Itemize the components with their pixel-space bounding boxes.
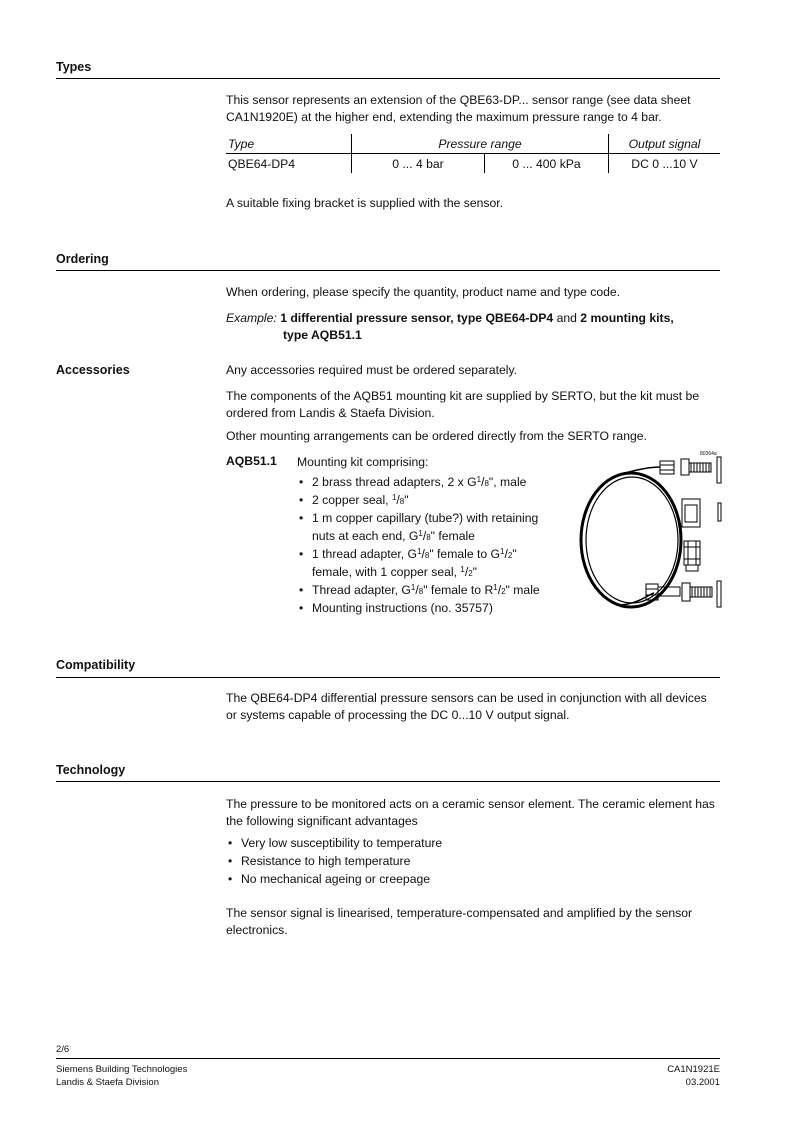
types-bracket-note: A suitable fixing bracket is supplied with the sensor. <box>226 196 504 210</box>
thread-adapter <box>684 541 700 571</box>
list-item: • Resistance to high temperature <box>226 852 720 870</box>
section-rule <box>56 781 720 782</box>
list-item: • No mechanical ageing or creepage <box>226 870 720 888</box>
list-item: • 2 copper seal, $^1$/8" <box>297 491 577 509</box>
compatibility-text: The QBE64-DP4 differential pressure sensors can be used in conjunction with all devices or systems capable of processing the DC 0...10 V output signal. <box>226 691 707 722</box>
section-rule <box>56 78 720 79</box>
footer-doc-id: CA1N1921E <box>667 1064 720 1075</box>
table-cell-pressure-kpa: 0 ... 400 kPa <box>485 154 609 174</box>
section-heading-ordering: Ordering <box>56 252 109 266</box>
types-intro: This sensor represents an extension of the QBE63-DP... sensor range (see data sheet CA1N1920E) at the higher end, extending the maximum pressure range to 4 bar. <box>226 93 691 124</box>
technology-p2: The sensor signal is linearised, temperature-compensated and amplified by the sensor electronics. <box>226 906 693 937</box>
table-cell-output-signal: DC 0 ...10 V <box>631 156 698 171</box>
accessories-p3: Other mounting arrangements can be ordered directly from the SERTO range. <box>226 429 647 443</box>
kit-title: Mounting kit comprising: <box>297 455 429 469</box>
example-label: Example: <box>226 311 277 325</box>
list-item: • 2 brass thread adapters, 2 x $G^1/8$", male <box>297 473 577 491</box>
accessories-p1: Any accessories required must be ordered separately. <box>226 363 518 377</box>
accessories-p2: The components of the AQB51 mounting kit are supplied by SERTO, but the kit must be ordered from Landis & Staefa Division. <box>226 389 700 420</box>
top-retaining-nut <box>660 461 674 474</box>
section-heading-accessories: Accessories <box>56 363 130 377</box>
section-rule <box>56 677 720 678</box>
ordering-example <box>226 310 720 327</box>
table-header-output-signal: Output signal <box>609 134 721 154</box>
footer-company-1: Siemens Building Technologies <box>56 1064 188 1075</box>
footer-rule <box>56 1058 720 1059</box>
capillary-coil <box>586 477 678 603</box>
page-number: 2/6 <box>56 1044 70 1055</box>
technology-p1: The pressure to be monitored acts on a ceramic sensor element. The ceramic element has the following significant advantages <box>226 797 715 828</box>
example-kits: 2 mounting kits, <box>580 311 674 325</box>
top-thread-adapter <box>681 457 721 483</box>
ordering-example-type <box>283 327 723 344</box>
section-rule <box>56 270 720 271</box>
table-header-pressure-range: Pressure range <box>352 134 609 154</box>
kit-code: AQB51.1 <box>226 454 277 468</box>
mounting-kit-illustration <box>578 455 726 615</box>
ordering-text: When ordering, please specify the quantity, product name and type code. <box>226 285 621 299</box>
section-heading-technology: Technology <box>56 763 126 777</box>
example-type: type AQB51.1 <box>283 328 362 342</box>
table-cell-type: QBE64-DP4 <box>226 154 352 174</box>
types-table <box>226 134 720 173</box>
kit-list <box>297 473 577 617</box>
list-item: • Very low susceptibility to temperature <box>226 834 720 852</box>
copper-seal <box>682 499 721 527</box>
example-sensor: 1 differential pressure sensor, type QBE64-DP4 <box>280 311 554 325</box>
list-item: • 1 thread adapter, $G^1/8$" female to $G^1/2$" female, with 1 copper seal, $^1$/2" <box>297 545 577 581</box>
table-header-type: Type <box>226 134 352 154</box>
list-item: • 1 m copper capillary (tube?) with retaining nuts at each end, $G^1/8$" female <box>297 509 577 545</box>
table-cell-pressure-bar: 0 ... 4 bar <box>352 154 485 174</box>
example-and: and <box>556 311 577 325</box>
footer-company-2: Landis & Staefa Division <box>56 1077 159 1088</box>
footer-date: 03.2001 <box>685 1077 720 1088</box>
section-heading-types: Types <box>56 60 92 74</box>
section-heading-compatibility: Compatibility <box>56 658 136 672</box>
list-item: • Thread adapter, $G^1/8$" female to $R^1/2$" male <box>297 581 577 599</box>
technology-advantages <box>226 834 720 888</box>
list-item: • Mounting instructions (no. 35757) <box>297 599 577 617</box>
figure-id: 80364a <box>700 451 717 457</box>
